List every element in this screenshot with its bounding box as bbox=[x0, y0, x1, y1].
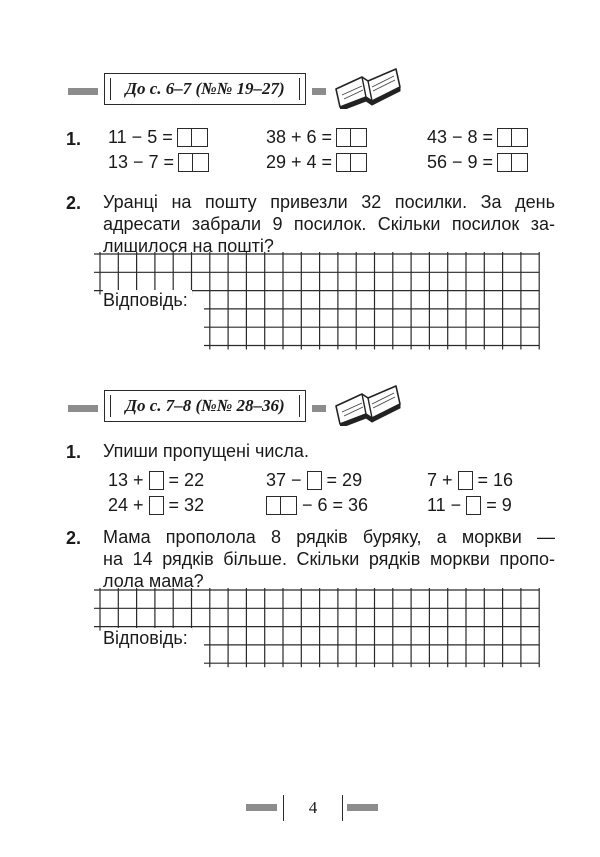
answer-box[interactable] bbox=[336, 153, 351, 172]
answer-box[interactable] bbox=[281, 496, 297, 515]
section-header-2 bbox=[68, 388, 468, 428]
expression-text: 11 − 5 = bbox=[108, 127, 173, 147]
expression-text: 56 − 9 = bbox=[427, 152, 494, 172]
answer-box[interactable] bbox=[497, 128, 512, 147]
problem-line: лишилося на пошті? bbox=[103, 236, 274, 256]
answer-box[interactable] bbox=[192, 128, 208, 147]
expression-right: = 32 bbox=[168, 495, 205, 515]
section-header-label: До с. 6–7 (№№ 19–27) bbox=[104, 73, 306, 105]
answer-box[interactable] bbox=[512, 153, 528, 172]
section-header-label: До с. 7–8 (№№ 28–36) bbox=[104, 390, 306, 422]
expression-right: = 22 bbox=[168, 470, 205, 490]
section-header-1 bbox=[68, 71, 468, 111]
page-bar-left bbox=[246, 804, 277, 811]
expression-text: 13 − 7 = bbox=[108, 152, 175, 172]
missing-number-expression bbox=[427, 469, 513, 491]
answer-box[interactable] bbox=[336, 128, 351, 147]
answer-box[interactable] bbox=[266, 496, 281, 515]
expression-left: 11 − bbox=[427, 495, 462, 515]
answer-box[interactable] bbox=[458, 471, 473, 490]
missing-number-expression bbox=[266, 469, 362, 491]
expression-left: 13 + bbox=[108, 470, 144, 490]
answer-box[interactable] bbox=[307, 471, 322, 490]
problem-text bbox=[103, 526, 555, 592]
missing-number-expression bbox=[108, 494, 204, 516]
expression-6 bbox=[427, 151, 528, 173]
answer-box[interactable] bbox=[177, 128, 192, 147]
answer-box[interactable] bbox=[351, 128, 367, 147]
expression-5 bbox=[266, 151, 367, 173]
problem-text bbox=[103, 191, 555, 257]
open-book-icon bbox=[332, 65, 404, 109]
answer-box[interactable] bbox=[512, 128, 528, 147]
answer-box[interactable] bbox=[149, 496, 164, 515]
problem-line: Мама прополола 8 рядків буряку, а моркви — bbox=[103, 527, 555, 547]
missing-number-expression bbox=[266, 494, 368, 516]
expression-right: = 9 bbox=[486, 495, 512, 515]
missing-number-expression bbox=[108, 469, 204, 491]
task-number: 1. bbox=[66, 442, 82, 462]
answer-box[interactable] bbox=[178, 153, 193, 172]
expression-left: 37 − bbox=[266, 470, 302, 490]
problem-line: Уранці на пошту привезли 32 посилки. За день bbox=[103, 192, 555, 212]
expression-2 bbox=[266, 126, 367, 148]
answer-box[interactable] bbox=[497, 153, 512, 172]
header-bar-left bbox=[68, 88, 98, 95]
answer-box[interactable] bbox=[466, 496, 481, 515]
answer-label: Відповідь: bbox=[103, 290, 192, 311]
answer-box[interactable] bbox=[149, 471, 164, 490]
instruction-text: Упиши пропущені числа. bbox=[103, 441, 309, 461]
expression-left: 24 + bbox=[108, 495, 144, 515]
page-bar-right bbox=[347, 804, 378, 811]
header-bar-right bbox=[312, 88, 326, 95]
task-number: 2. bbox=[66, 193, 82, 213]
task-number: 2. bbox=[66, 528, 82, 548]
header-bar-left bbox=[68, 405, 98, 412]
answer-label: Відповідь: bbox=[103, 628, 192, 649]
expression-right: = 16 bbox=[477, 470, 514, 490]
expression-text: 38 + 6 = bbox=[266, 127, 333, 147]
expression-right: − 6 = 36 bbox=[302, 495, 369, 515]
problem-line: адресати забрали 9 посилок. Скільки посилок за- bbox=[103, 214, 555, 234]
expression-right: = 29 bbox=[326, 470, 363, 490]
missing-number-expression bbox=[427, 494, 512, 516]
answer-box[interactable] bbox=[351, 153, 367, 172]
expression-text: 29 + 4 = bbox=[266, 152, 333, 172]
expression-text: 43 − 8 = bbox=[427, 127, 494, 147]
open-book-icon bbox=[332, 382, 404, 426]
expression-3 bbox=[427, 126, 528, 148]
page-number: 4 bbox=[283, 795, 343, 821]
answer-box[interactable] bbox=[193, 153, 209, 172]
expression-4 bbox=[108, 151, 209, 173]
expression-1 bbox=[108, 126, 208, 148]
header-bar-right bbox=[312, 405, 326, 412]
expression-left: 7 + bbox=[427, 470, 453, 490]
task-number: 1. bbox=[66, 129, 82, 149]
problem-line: на 14 рядків більше. Скільки рядків моркви пропо- bbox=[103, 549, 555, 569]
problem-line: лола мама? bbox=[103, 571, 204, 591]
